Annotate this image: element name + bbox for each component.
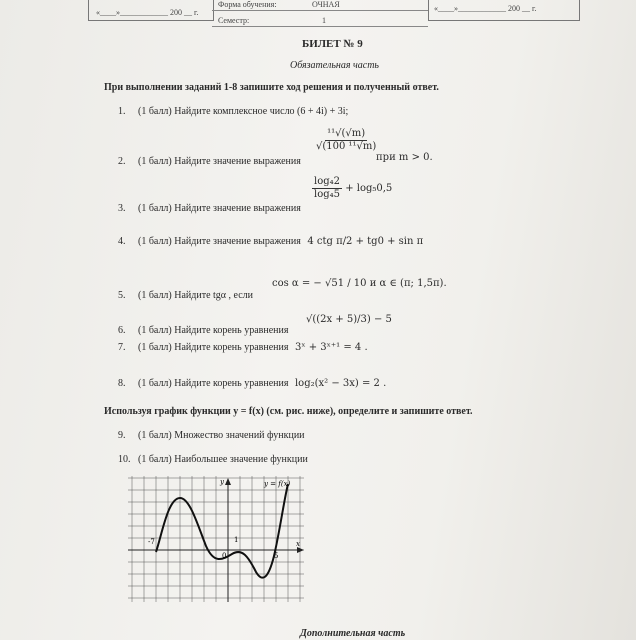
fraction-denominator: √(100 ¹¹√m) xyxy=(316,141,377,152)
task-6-math: √((2x + 5)/3) − 5 xyxy=(306,314,392,325)
function-graph-svg xyxy=(128,476,304,602)
function-curve xyxy=(156,484,288,578)
task-number: 7. xyxy=(118,342,126,353)
task-3 xyxy=(118,203,301,214)
header-divider xyxy=(212,10,428,11)
task-5 xyxy=(118,290,253,301)
instruction-2: Используя график функции y = f(x) (см. рис. ниже), определите и запишите ответ. xyxy=(104,406,473,417)
x-axis-label: x xyxy=(296,540,300,548)
task-text: (1 балл) Найдите корень уравнения xyxy=(138,378,289,389)
task-2-tail: при m > 0. xyxy=(376,152,433,163)
task-text: (1 балл) Найдите tgα , если xyxy=(138,290,253,301)
task-text: (1 балл) Наибольшее значение функции xyxy=(138,454,308,465)
task-7 xyxy=(118,342,368,353)
task-text: (1 балл) Найдите значение выражения xyxy=(138,236,301,247)
task-number: 5. xyxy=(118,290,126,301)
task-2-fraction xyxy=(314,128,378,153)
task-3-tail: + log₅0,5 xyxy=(345,183,393,194)
header-left-date: «____»____________ 200 __ г. xyxy=(96,8,199,17)
task-2 xyxy=(118,156,301,167)
task-text: (1 балл) Найдите значение выражения xyxy=(138,203,301,214)
task-number: 6. xyxy=(118,325,126,336)
header-right-date: «____»____________ 200 __ г. xyxy=(434,4,537,13)
task-number: 3. xyxy=(118,203,126,214)
task-4 xyxy=(118,236,423,247)
task-7-math: 3ˣ + 3ˣ⁺¹ = 4 . xyxy=(294,342,368,353)
task-text: (1 балл) Найдите корень уравнения xyxy=(138,325,289,336)
semester-value: 1 xyxy=(322,16,326,25)
tick-label-0: 0 xyxy=(222,552,227,560)
instruction-1: При выполнении заданий 1-8 запишите ход решения и полученный ответ. xyxy=(104,82,439,93)
task-text: (1 балл) Множество значений функции xyxy=(138,430,305,441)
task-1 xyxy=(118,106,348,117)
task-text: (1 балл) Найдите значение выражения xyxy=(138,156,301,167)
task-number: 8. xyxy=(118,378,126,389)
header-divider xyxy=(212,26,428,27)
fraction-numerator: ¹¹√(√m) xyxy=(327,128,366,139)
function-graph xyxy=(128,476,304,602)
ticket-title: БИЛЕТ № 9 xyxy=(302,38,363,50)
tick-label-minus7: -7 xyxy=(148,538,155,546)
additional-part-title: Дополнительная часть xyxy=(300,628,406,639)
tick-label-5: 5 xyxy=(274,552,279,560)
task-number: 2. xyxy=(118,156,126,167)
task-9 xyxy=(118,430,305,441)
task-3-fraction xyxy=(312,176,392,201)
task-number: 4. xyxy=(118,236,126,247)
task-6 xyxy=(118,325,288,336)
task-number: 9. xyxy=(118,430,126,441)
y-axis-arrow xyxy=(225,478,231,485)
fraction-numerator: log₄2 xyxy=(314,176,340,187)
semester-label: Семестр: xyxy=(218,16,250,25)
form-value: ОЧНАЯ xyxy=(312,0,340,9)
task-8 xyxy=(118,378,386,389)
mandatory-part-title: Обязательная часть xyxy=(290,60,379,71)
task-5-math: cos α = − √51 / 10 и α ∈ (π; 1,5π). xyxy=(272,278,447,289)
tick-label-1: 1 xyxy=(234,536,239,544)
y-axis-label: y xyxy=(220,478,224,486)
task-number: 10. xyxy=(118,454,131,465)
task-8-math: log₂(x² − 3x) = 2 . xyxy=(294,378,387,389)
fraction-denominator: log₄5 xyxy=(314,189,340,200)
form-label: Форма обучения: xyxy=(218,0,277,9)
task-number: 1. xyxy=(118,106,126,117)
task-4-math: 4 ctg π/2 + tg0 + sin π xyxy=(307,236,424,247)
task-text: (1 балл) Найдите комплексное число (6 + 4i) + 3i; xyxy=(138,106,349,117)
task-10 xyxy=(118,454,308,465)
function-label: y = f(x) xyxy=(264,480,291,488)
task-text: (1 балл) Найдите корень уравнения xyxy=(138,342,289,353)
